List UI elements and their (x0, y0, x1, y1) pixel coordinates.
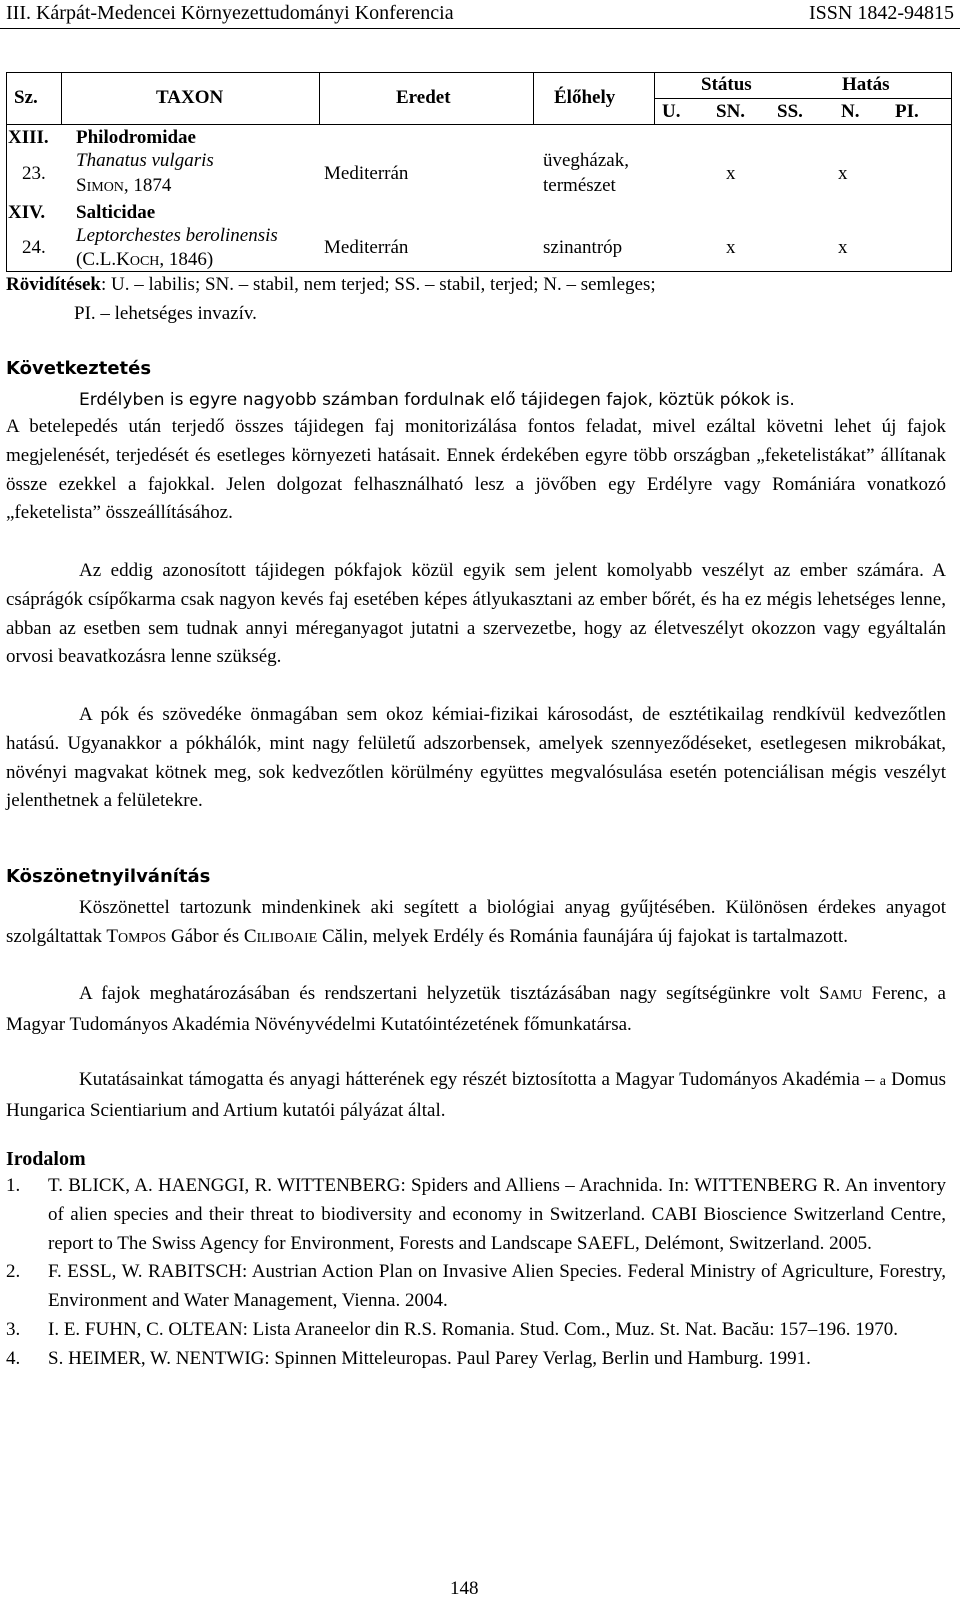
row-num: 24. (22, 237, 46, 258)
species-author: SIMON, 1874 (76, 175, 172, 196)
row-num: 23. (22, 163, 46, 184)
header-cell-status-hatas (654, 72, 952, 99)
origin: Mediterrán (324, 237, 409, 258)
ack-paragraph-3: Kutatásainkat támogatta és anyagi hátterének egy részét biztosította a Magyar Tudományos Akadémia – a Domus Hungarica Scientiarium and Artium kutatói pályázat által. (6, 1069, 946, 1121)
section-title-acknowledgements: Köszönetnyilvánítás (6, 866, 211, 887)
ack-paragraph-1: Köszönettel tartozunk mindenkinek aki segített a biológiai anyag gyűjtésében. Különösen érdekes anyagot szolgáltattak TOMPOS Gábor és CILIBOAIE Călin, melyek Erdély és Románia faunájára új fajokat is tartalmazott. (6, 897, 946, 947)
header-u: U. (662, 101, 681, 122)
habitat: szinantróp (543, 237, 623, 258)
family-name: Salticidae (76, 202, 156, 223)
page-number: 148 (450, 1578, 479, 1599)
status-mark: x (726, 237, 736, 258)
header-sz: Sz. (14, 87, 38, 108)
habitat: üvegházak, (543, 150, 629, 171)
section-title-conclusion: Következtetés (6, 358, 152, 379)
abbreviations-line (6, 274, 656, 296)
reference-item: 2. F. ESSL, W. RABITSCH: Austrian Action Plan on Invasive Alien Species. Federal Ministry of Agriculture, Forestry, Environment and Water Management, Vienna. 2004. (6, 1261, 946, 1312)
species-table (6, 72, 952, 272)
conclusion-paragraph-2: Az eddig azonosított tájidegen pókfajok közül egyik sem jelent komolyabb veszélyt az ember számára. A csáprágók csípőkarma csak nagyon kevés faj esetében képes átlyukasztani az ember bőrét, és ha ez mégis lehetséges lenne, abban az esetben sem tudnak annyi méreganyagot jutatni a szervezetbe, hogy az életveszélyt okozzon vagy egyáltalán orvosi beavatkozásra lenne szükség. (6, 560, 946, 668)
impact-mark: x (838, 163, 848, 184)
species-name: Leptorchestes berolinensis (76, 225, 278, 246)
conference-title: III. Kárpát-Medencei Környezettudományi Konferencia (6, 2, 454, 24)
header-eredet: Eredet (396, 87, 451, 108)
reference-item: 4. S. HEIMER, W. NENTWIG: Spinnen Mitteleuropas. Paul Parey Verlag, Berlin und Hamburg. 1991. (6, 1347, 811, 1369)
abbreviations-line-2: PI. – lehetséges invazív. (74, 303, 257, 324)
origin: Mediterrán (324, 163, 409, 184)
header-n: N. (841, 101, 860, 122)
abbreviations-text: : U. – labilis; SN. – stabil, nem terjed; SS. – stabil, terjed; N. – semleges; (101, 274, 656, 295)
conclusion-intro: Erdélyben is egyre nagyobb számban fordulnak elő tájidegen fajok, köztük pókok is. (79, 390, 795, 410)
species-author: (C.L.KOCH, 1846) (76, 249, 214, 270)
header-sn: SN. (716, 101, 746, 122)
conclusion-paragraph-3: A pók és szövedéke önmagában sem okoz kémiai-fizikai károsodást, de esztétikailag rendkívül kedvezőtlen hatású. Ugyanakkor a pókhálók, mint nagy felületű adszorbensek, amelyek szennyeződéseket, esetlegesen mikrobákat, növényi magvakat kötnek meg, sok kedvezőtlen körülmény együttes megvalósulása esetén potenciálisan mégis veszélyt jelenthetnek a felületekre. (6, 704, 946, 812)
header-taxon: TAXON (156, 87, 224, 108)
impact-mark: x (838, 237, 848, 258)
header-pi: PI. (895, 101, 919, 122)
reference-item: 1. T. BLICK, A. HAENGGI, R. WITTENBERG: Spiders and Alliens – Arachnida. In: WITTENBERG R. An inventory of alien species and their threat to biodiversity and economy in Switzerland. CABI Bioscience Switzerland Centre, report to The Swiss Agency for Environment, Forests and Landscape SAEFL, Delémont, Switzerland. 2005. (6, 1175, 946, 1254)
header-elohely: Élőhely (554, 87, 616, 108)
ack-paragraph-2: A fajok meghatározásában és rendszertani helyzetük tisztázásában nagy segítségünkre volt SAMU Ferenc, a Magyar Tudományos Akadémia Növényvédelmi Kutatóintézetének főmunkatársa. (6, 983, 946, 1035)
row-num: XIII. (8, 127, 49, 148)
status-mark: x (726, 163, 736, 184)
family-name: Philodromidae (76, 127, 196, 148)
issn: ISSN 1842-94815 (808, 2, 954, 24)
header-ss: SS. (777, 101, 803, 122)
habitat: természet (543, 175, 616, 196)
section-title-references: Irodalom (6, 1148, 86, 1170)
conclusion-paragraph-1: A betelepedés után terjedő összes tájidegen faj monitorizálása fontos feladat, mivel ezáltal követni lehet új fajok megjelenését, terjedését és esetleges környezeti hatásait. Ennek érdekében egyre több országban „feketelistákat” állítanak össze ezekkel a fajokkal. Jelen dolgozat felhasználható lesz a jövőben egy Erdélyre vagy Romániára vonatkozó „feketelista” összeállításához. (6, 416, 946, 524)
reference-item: 3. I. E. FUHN, C. OLTEAN: Lista Araneelor din R.S. Romania. Stud. Com., Muz. St. Nat. Bacău: 157–196. 1970. (6, 1318, 899, 1340)
abbreviations-label: Rövidítések (6, 274, 101, 295)
running-header (0, 0, 960, 29)
header-hatas: Hatás (842, 74, 890, 95)
reference-list (6, 1172, 946, 1374)
species-name: Thanatus vulgaris (76, 150, 214, 171)
row-num: XIV. (8, 202, 46, 223)
header-status: Státus (701, 74, 752, 95)
